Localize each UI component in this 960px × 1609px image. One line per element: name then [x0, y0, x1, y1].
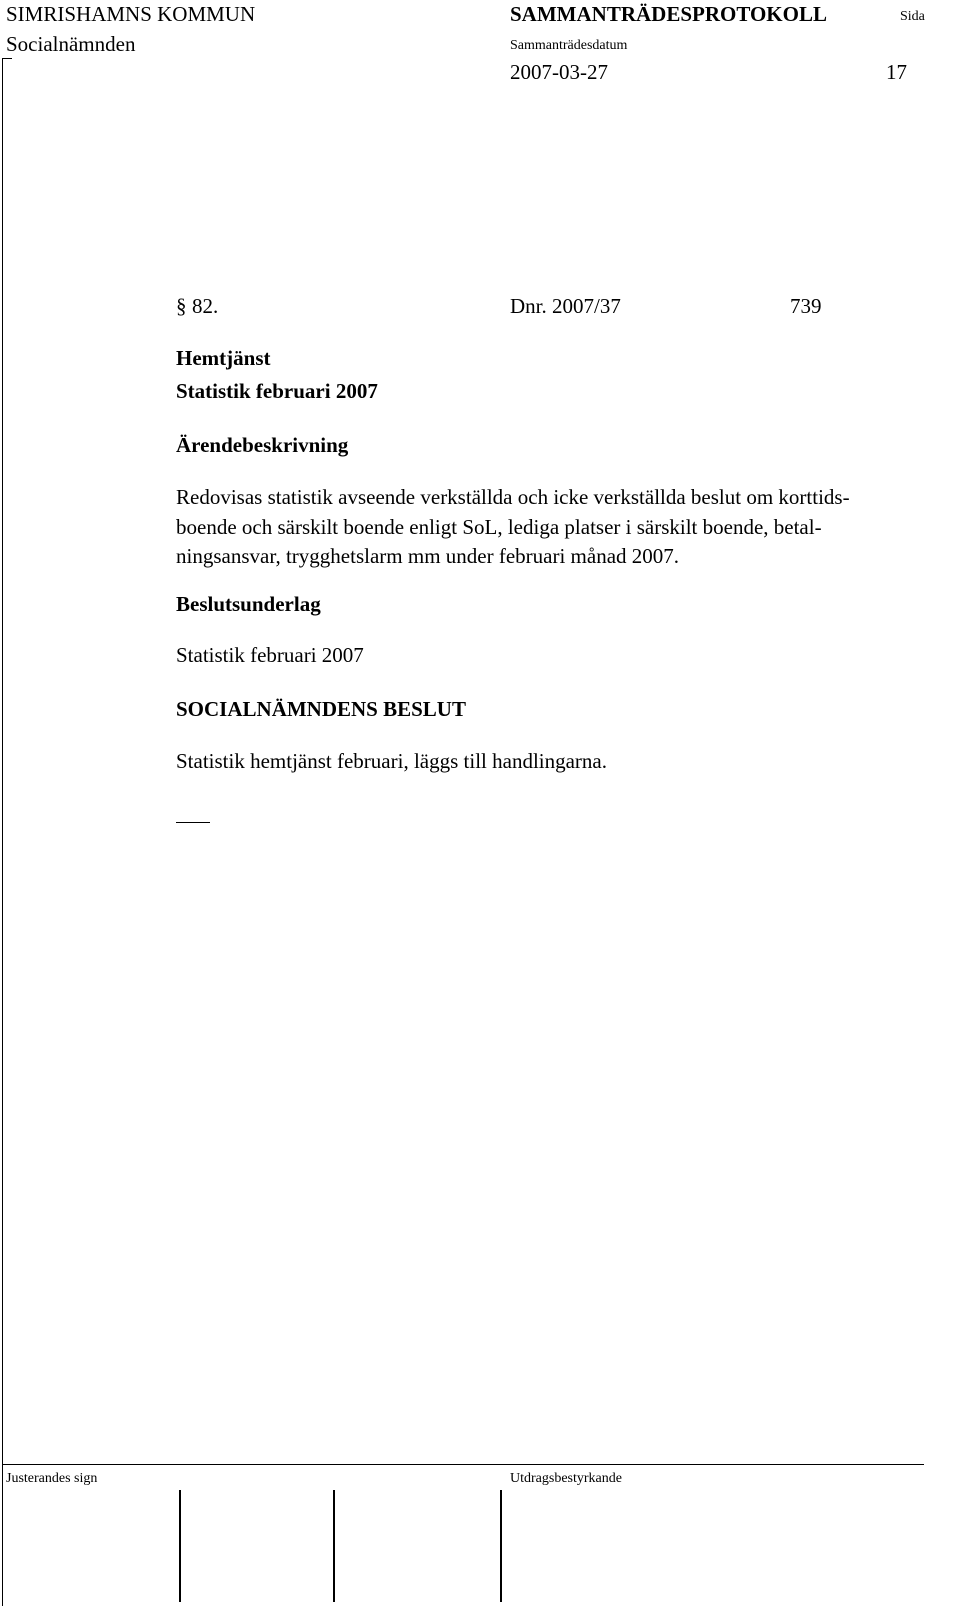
description-line: boende och särskilt boende enligt SoL, lediga platser i särskilt boende, betal- [176, 514, 822, 539]
description-line: Redovisas statistik avseende verkställda och icke verkställda beslut om korttids- [176, 485, 850, 509]
decision-heading: SOCIALNÄMNDENS BESLUT [176, 697, 466, 721]
page-number: 17 [886, 60, 907, 84]
page-label: Sida [900, 9, 925, 24]
paragraph-mark: § [176, 294, 187, 318]
signature-box-divider [500, 1490, 502, 1602]
signature-box-divider [179, 1490, 181, 1602]
description-paragraph [176, 483, 936, 572]
committee-name: Socialnämnden [6, 32, 136, 56]
left-margin-rule [2, 58, 3, 1606]
end-of-item-mark [176, 822, 210, 823]
case-number: Dnr. 2007/37 [510, 294, 621, 318]
adjuster-sign-label: Justerandes sign [6, 1471, 98, 1486]
paragraph-number: 82. [192, 294, 219, 318]
signature-box-divider [333, 1490, 335, 1602]
decision-text: Statistik hemtjänst februari, läggs till handlingarna. [176, 749, 607, 773]
extract-certification-label: Utdragsbestyrkande [510, 1471, 622, 1486]
header-rule [2, 58, 12, 59]
item-title: Hemtjänst [176, 346, 271, 370]
municipality-name: SIMRISHAMNS KOMMUN [6, 2, 256, 26]
basis-heading: Beslutsunderlag [176, 592, 321, 616]
description-heading: Ärendebeskrivning [176, 433, 349, 457]
item-subtitle: Statistik februari 2007 [176, 379, 378, 403]
case-code: 739 [790, 294, 822, 318]
description-line: ningsansvar, trygghetslarm mm under februari månad 2007. [176, 544, 680, 568]
meeting-date: 2007-03-27 [510, 60, 608, 84]
document-type: SAMMANTRÄDESPROTOKOLL [510, 2, 827, 26]
footer-rule [2, 1464, 924, 1465]
meeting-date-label: Sammanträdesdatum [510, 38, 628, 53]
basis-text: Statistik februari 2007 [176, 643, 364, 667]
